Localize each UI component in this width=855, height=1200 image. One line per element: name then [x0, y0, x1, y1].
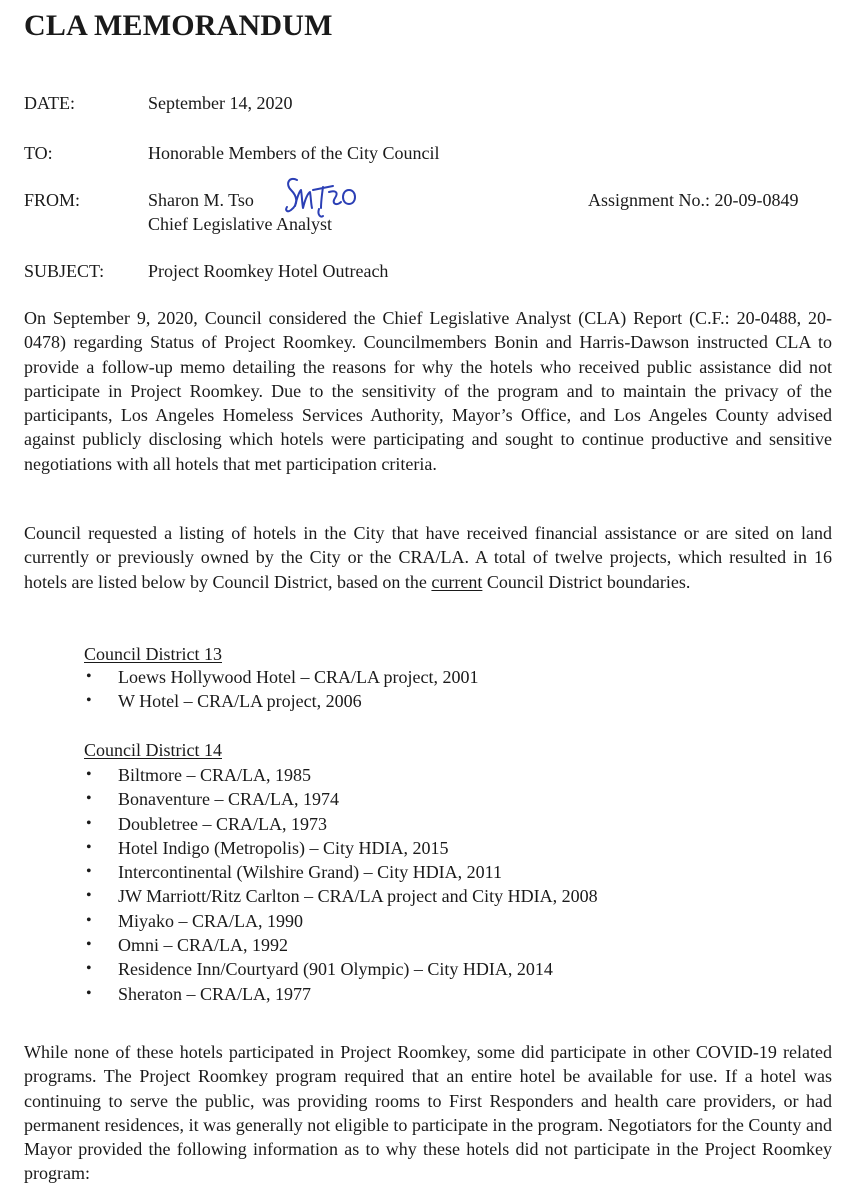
hotel-list-item: [84, 787, 598, 811]
hotel-name: Omni – CRA/LA, 1992: [118, 935, 289, 956]
bullet-icon: •: [86, 790, 92, 808]
bullet-icon: •: [86, 936, 92, 954]
hotel-list-item: [84, 909, 598, 933]
hotel-list-item: [84, 933, 598, 957]
to-value: Honorable Members of the City Council: [148, 143, 440, 163]
hotel-name: Miyako – CRA/LA, 1990: [118, 910, 304, 931]
hotel-list-item: [84, 689, 478, 713]
signature-stroke: [329, 191, 341, 204]
district-13-heading: Council District 13: [84, 644, 222, 664]
hotel-name: W Hotel – CRA/LA project, 2006: [118, 691, 362, 712]
subject-label: SUBJECT:: [24, 261, 105, 281]
hotel-name: JW Marriott/Ritz Carlton – CRA/LA project and City HDIA, 2008: [118, 886, 598, 907]
bullet-icon: •: [86, 984, 92, 1002]
signature-image: [283, 170, 365, 220]
district-14-heading: Council District 14: [84, 740, 222, 760]
hotel-name: Intercontinental (Wilshire Grand) – City HDIA, 2011: [118, 862, 503, 883]
hotel-name: Bonaventure – CRA/LA, 1974: [118, 789, 339, 810]
intro-paragraph: On September 9, 2020, Council considered the Chief Legislative Analyst (CLA) Report (C.F.: 20-0488, 20-0478) regarding Status of Project Roomkey. Councilmembers Bonin and Harris-Dawson instructed CLA to provide a follow-up memo detailing the reasons for why the hotels who received public assistance did not participate in Project Roomkey. Due to the sensitivity of the program and to maintain the privacy of the participants, Los Angeles Homeless Services Authority, Mayor’s Office, and Los Angeles County advised against publicly disclosing which hotels were participating and sought to continue productive and sensitive negotiations with all hotels that met participation criteria.: [24, 308, 832, 474]
bullet-icon: •: [86, 838, 92, 856]
to-label: TO:: [24, 143, 53, 163]
bullet-icon: •: [86, 911, 92, 929]
signature-stroke: [313, 186, 333, 208]
bullet-icon: •: [86, 766, 92, 783]
bullet-icon: •: [86, 887, 92, 905]
from-title: Chief Legislative Analyst: [148, 214, 332, 234]
hotel-list-item: [84, 957, 598, 981]
district-14-list: [84, 763, 598, 1006]
hotel-name: Biltmore – CRA/LA, 1985: [118, 765, 311, 785]
hotel-name: Doubletree – CRA/LA, 1973: [118, 813, 327, 834]
subject-value: Project Roomkey Hotel Outreach: [148, 261, 389, 281]
hotel-list-item: [84, 836, 598, 860]
hotel-list-item: [84, 665, 478, 689]
hotel-list-item: [84, 763, 598, 787]
hotel-name: Loews Hollywood Hotel – CRA/LA project, 2001: [118, 667, 479, 687]
bullet-icon: •: [86, 863, 92, 881]
signature-stroke: [295, 190, 312, 208]
bullet-icon: •: [86, 814, 92, 832]
signature-stroke: [318, 209, 323, 217]
bullet-icon: •: [86, 692, 92, 710]
closing-paragraph: While none of these hotels participated in Project Roomkey, some did participate in other COVID-19 related programs. The Project Roomkey program required that an entire hotel be available for use. If a hotel was continuing to serve the public, was providing rooms to First Responders and health care providers, or had permanent residences, it was generally not eligible to participate in the program. Negotiators for the County and Mayor provided the following information as to why these hotels did not participate in the Project Roomkey program:: [24, 1042, 832, 1184]
hotel-list-item: [84, 982, 598, 1006]
from-name: Sharon M. Tso: [148, 190, 254, 210]
listing-paragraph-end: Council District boundaries.: [482, 571, 691, 592]
district-13-list: [84, 665, 478, 714]
date-label: DATE:: [24, 93, 75, 113]
hotel-name: Residence Inn/Courtyard (901 Olympic) – City HDIA, 2014: [118, 959, 553, 980]
bullet-icon: •: [86, 960, 92, 978]
listing-paragraph: [24, 521, 832, 594]
signature-stroke: [343, 190, 355, 204]
hotel-list-item: [84, 812, 598, 836]
hotel-name: Sheraton – CRA/LA, 1977: [118, 983, 311, 1004]
date-value: September 14, 2020: [148, 93, 293, 113]
from-label: FROM:: [24, 190, 81, 210]
hotel-list-item: [84, 860, 598, 884]
hotel-name: Hotel Indigo (Metropolis) – City HDIA, 2015: [118, 837, 449, 858]
listing-paragraph-emphasis: current: [431, 571, 483, 592]
hotel-list-item: [84, 884, 598, 908]
memo-title: CLA MEMORANDUM: [24, 9, 333, 42]
bullet-icon: •: [86, 668, 92, 685]
listing-paragraph-text: Council requested a listing of hotels in the City that have received financial assistance or are sited on land currently or previously owned by the City or the CRA/LA. A total of twelve projects, which resulted in 16 hotels are listed below by Council District, based on the: [24, 523, 832, 592]
assignment-number: Assignment No.: 20-09-0849: [588, 190, 799, 210]
